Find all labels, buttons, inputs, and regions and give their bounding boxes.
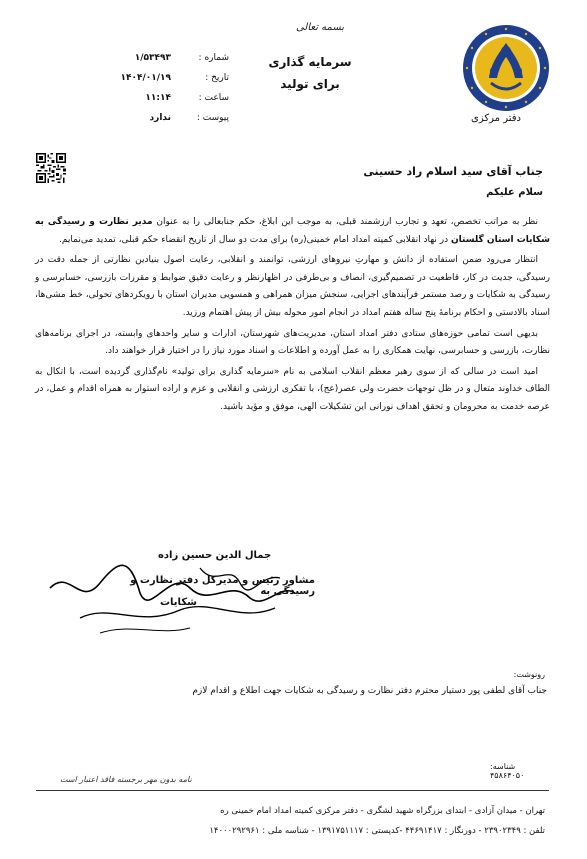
paragraph-1-part-c: در نهاد انقلابی کمیته امداد امام خمینی(ره) برای مدت دو سال از تاریخ انقضاء حکم قبلی، تمدید می‌نمایم. xyxy=(59,234,451,245)
footer-address: تهران - میدان آزادی - ابتدای بزرگراه شهید لشگری - دفتر مرکزی کمیته امداد امام خمینی ره xyxy=(220,806,545,816)
paragraph-1 xyxy=(35,214,550,249)
number-value: ۱/۵۳۴۹۳ xyxy=(134,53,171,63)
signatory-name: جمال الدین حسین زاده xyxy=(158,550,272,561)
signatory-title-line2: شکایات xyxy=(160,597,197,608)
time-label: ساعت : xyxy=(198,93,229,103)
footer-divider xyxy=(36,790,549,791)
meta-number-row xyxy=(97,48,229,68)
paragraph-4: امید است در سالی که از سوی رهبر معظم انقلاب اسلامی به نام «سرمایه گذاری برای تولید» نام‌گذاری گردیده است، با اتکال به الطاف خداوند متعال و در ظل توجهات حضرت ولی عصر(عج)، با تفکری ارزشی و انقلابی و عزم و اراده استوار به همراه اقدام و عمل، در عرصه خدمت به محرومان و تحقق اهداف نورانی این تشکیلات الهی، موفق و مؤید باشید. xyxy=(35,366,550,412)
cc-label: رونوشت: xyxy=(513,670,545,679)
number-label: شماره : xyxy=(198,53,229,63)
addressee: جناب آقای سید اسلام راد حسینی xyxy=(363,165,543,178)
meta-time-row xyxy=(97,88,229,108)
embossed-seal-note: نامه بدون مهر برجسته فاقد اعتبار است xyxy=(60,775,192,784)
bismillah-text: بسمه تعالی xyxy=(295,22,345,33)
letter-body xyxy=(35,214,550,420)
qr-code-icon xyxy=(36,153,66,183)
office-name: دفتر مرکزی xyxy=(471,113,521,124)
meta-attachment-row xyxy=(97,108,229,128)
footer-phones: تلفن : ۲۳۹۰۲۳۴۹ - دورنگار : ۴۴۶۹۱۴۱۷ -کدپستی : ۱۳۹۱۷۵۱۱۱۷ - شناسه ملی : ۱۴۰۰۰۲۹۲۹۶۱ xyxy=(209,826,545,836)
appointment-title: مدیر نظارت و رسیدگی به شکایات استان گلستان xyxy=(35,217,550,245)
paragraph-3: بدیهی است تمامی حوزه‌های ستادی دفتر امداد استان، مدیریت‌های شهرستان، ادارات و سایر واحدهای وابسته، در اجرای برنامه‌های نظارت، بازرسی و حسابرسی، نهایت همکاری را به عمل آورده و اطلاعات و اسناد مورد نیاز را در اختیار قرار خواهند داد. xyxy=(35,328,550,357)
attachment-value: ندارد xyxy=(149,113,171,123)
paragraph-2: انتظار می‌رود ضمن استفاده از دانش و مهارتِ نیروهای ارزشی، توانمند و انقلابی، رعایت اصول بنیادین نظارتی از جمله دقت در رسیدگی، جدیت در کار، قاطعیت در تصمیم‌گیری، انصاف و بی‌طرفی در اظهارنظر و رعایت دقیق ضوابط و مقررات بازرسی، حسابرسی و رسیدگی به شکایات و رصد مستمر فرآیندهای اجرایی، سنجش میزان همراهی و همسویی مدیران استان با رویکردهای تحولی، خط مشی‌ها، اسناد بالادستی و احکام برنامهٔ پنج ساله هفتم امداد در انجام امور محوله بیش از پیش اهتمام ورزید. xyxy=(35,255,550,318)
time-value: ۱۱:۱۴ xyxy=(145,93,171,103)
letter-meta xyxy=(97,48,229,128)
date-label: تاریخ : xyxy=(205,73,229,83)
date-value: ۱۴۰۴/۰۱/۱۹ xyxy=(120,73,171,83)
greeting: سلام علیکم xyxy=(486,187,543,198)
attachment-label: پیوست : xyxy=(196,113,229,123)
signatory-title-line1: مشاور رئیس و مدیرکل دفتر نظارت و رسیدگی به xyxy=(130,575,315,597)
meta-date-row xyxy=(97,68,229,88)
cc-text: جناب آقای لطفی پور دستیار محترم دفتر نظارت و رسیدگی به شکایات جهت اطلاع و اقدام لازم xyxy=(192,686,547,696)
year-slogan-line1: سرمایه گذاری xyxy=(268,55,352,69)
year-slogan xyxy=(250,51,370,95)
document-id: شناسه: ۴۵۸۶۴۰۵۰ xyxy=(490,762,525,780)
paragraph-1-part-a: نظر به مراتب تخصص، تعهد و تجارب ارزشمند قبلی، به موجب این ابلاغ، حکم جنابعالی را به عنوان xyxy=(152,217,538,227)
imam-khomeini-relief-emblem-icon xyxy=(461,23,551,113)
year-slogan-line2: برای تولید xyxy=(280,77,340,91)
